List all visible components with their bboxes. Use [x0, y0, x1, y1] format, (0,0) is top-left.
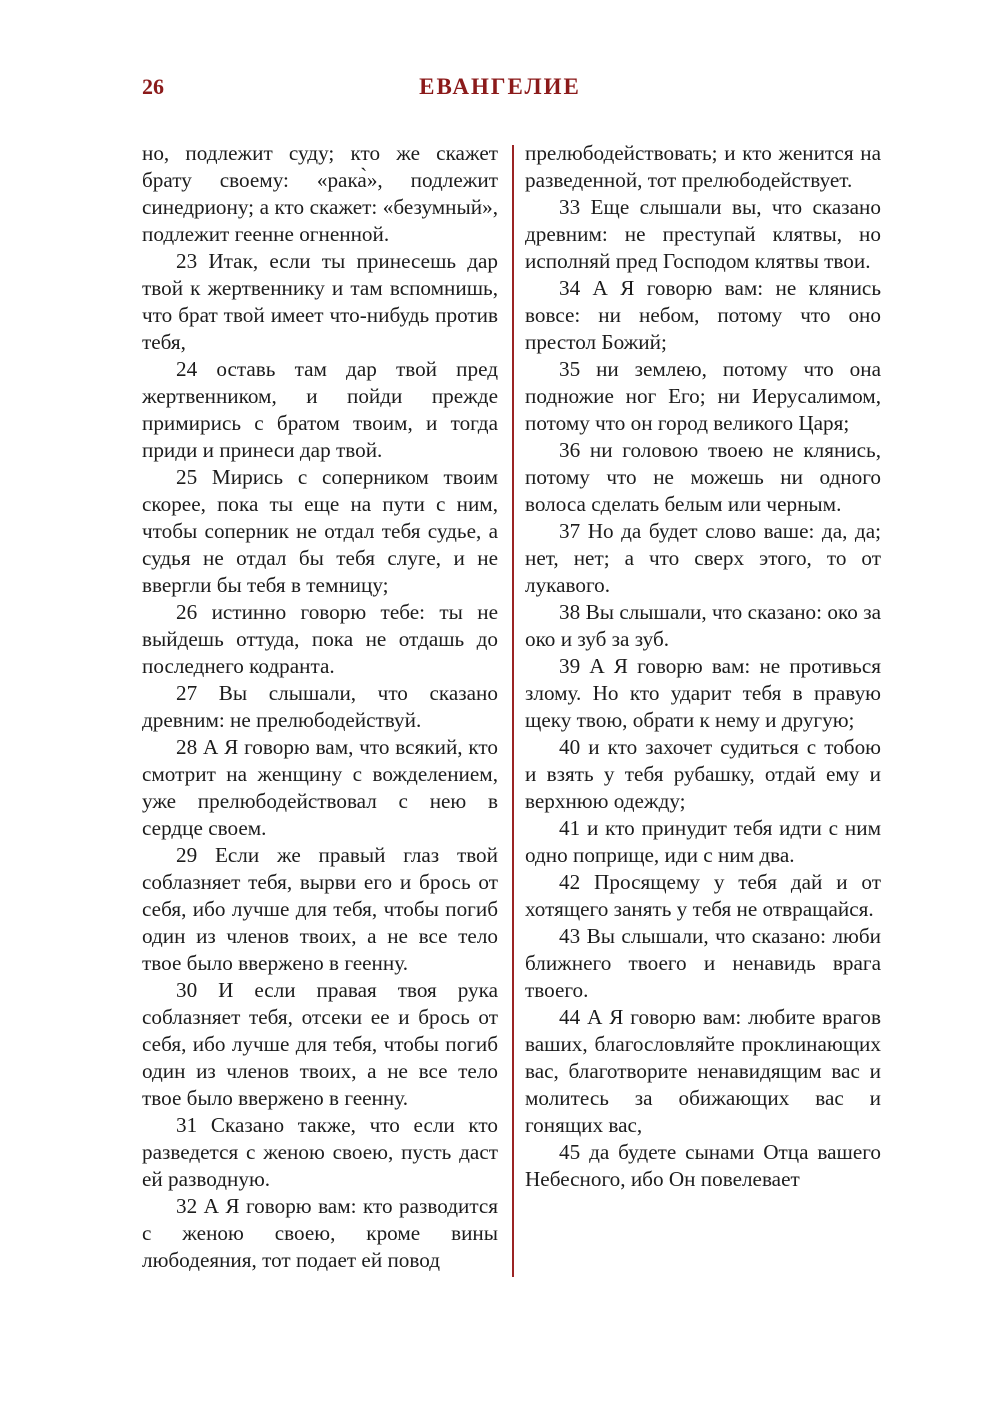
verse-44: 44 А Я говорю вам: любите врагов ваших, благословляйте проклинающих вас, благотворите ненавидящим вас и молитесь за обижающих вас и гонящих вас,	[525, 1005, 881, 1137]
page-number: 26	[142, 74, 164, 99]
right-column	[525, 140, 881, 1193]
verse-33: 33 Еще слышали вы, что сказано древним: не преступай клятвы, но исполняй пред Господом клятвы твои.	[525, 195, 881, 273]
paragraph: прелюбодействовать; и кто женится на разведенной, тот прелюбодействует.	[525, 141, 881, 192]
verse-30: 30 И если правая твоя рука соблазняет тебя, отсеки ее и брось от себя, ибо лучше для тебя, чтобы погиб один из членов твоих, а не все тело твое было ввержено в геенну.	[142, 978, 498, 1110]
paragraph: но, подлежит суду; кто же скажет брату своему: «рака̀», подлежит синедриону; а кто скажет: «безумный», подлежит геенне огненной.	[142, 141, 498, 246]
verse-40: 40 и кто захочет судиться с тобою и взять у тебя рубашку, отдай ему и верхнюю одежду;	[525, 735, 881, 813]
column-divider	[512, 145, 514, 1277]
verse-43: 43 Вы слышали, что сказано: люби ближнего твоего и ненавидь врага твоего.	[525, 924, 881, 1002]
verse-42: 42 Просящему у тебя дай и от хотящего занять у тебя не отвращайся.	[525, 870, 881, 921]
running-head-title: ЕВАНГЕЛИЕ	[419, 74, 581, 99]
verse-25: 25 Мирись с соперником твоим скорее, пока ты еще на пути с ним, чтобы соперник не отдал тебя судье, а судья не отдал бы тебя слуге, и не ввергли бы тебя в темницу;	[142, 465, 498, 597]
left-column	[142, 140, 498, 1274]
verse-28: 28 А Я говорю вам, что всякий, кто смотрит на женщину с вожделением, уже прелюбодействовал с нею в сердце своем.	[142, 735, 498, 840]
verse-27: 27 Вы слышали, что сказано древним: не прелюбодействуй.	[142, 681, 498, 732]
verse-39: 39 А Я говорю вам: не противься злому. Но кто ударит тебя в правую щеку твою, обрати к нему и другую;	[525, 654, 881, 732]
verse-37: 37 Но да будет слово ваше: да, да; нет, нет; а что сверх этого, то от лукавого.	[525, 519, 881, 597]
verse-36: 36 ни головою твоею не клянись, потому что не можешь ни одного волоса сделать белым или черным.	[525, 438, 881, 516]
verse-32: 32 А Я говорю вам: кто разводится с женою своею, кроме вины любодеяния, тот подает ей повод	[142, 1194, 498, 1272]
verse-23: 23 Итак, если ты принесешь дар твой к жертвеннику и там вспомнишь, что брат твой имеет что-нибудь против тебя,	[142, 249, 498, 354]
verse-31: 31 Сказано также, что если кто разведется с женою своею, пусть даст ей разводную.	[142, 1113, 498, 1191]
verse-29: 29 Если же правый глаз твой соблазняет тебя, вырви его и брось от себя, ибо лучше для тебя, чтобы погиб один из членов твоих, а не все тело твое было ввержено в геенну.	[142, 843, 498, 975]
verse-24: 24 оставь там дар твой пред жертвенником, и пойди прежде примирись с братом твоим, и тогда приди и принеси дар твой.	[142, 357, 498, 462]
verse-34: 34 А Я говорю вам: не клянись вовсе: ни небом, потому что оно престол Божий;	[525, 276, 881, 354]
verse-26: 26 истинно говорю тебе: ты не выйдешь оттуда, пока не отдашь до последнего кодранта.	[142, 600, 498, 678]
verse-45: 45 да будете сынами Отца вашего Небесного, ибо Он повелевает	[525, 1140, 881, 1191]
verse-35: 35 ни землею, потому что она подножие ног Его; ни Иерусалимом, потому что он город великого Царя;	[525, 357, 881, 435]
verse-41: 41 и кто принудит тебя идти с ним одно поприще, иди с ним два.	[525, 816, 881, 867]
verse-38: 38 Вы слышали, что сказано: око за око и зуб за зуб.	[525, 600, 881, 651]
